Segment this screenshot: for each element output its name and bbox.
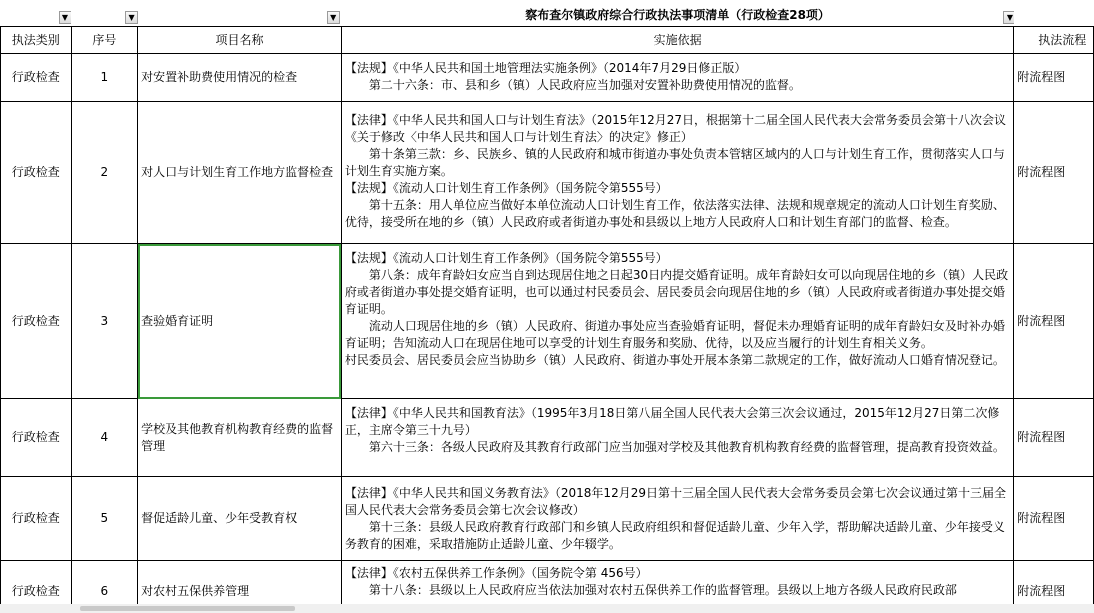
sheet-title-text: 察布查尔镇政府综合行政执法事项清单（行政检查28项）: [525, 8, 830, 22]
number-cell[interactable]: 5: [71, 477, 138, 561]
item-name-cell[interactable]: 对安置补助费使用情况的检查: [138, 54, 342, 102]
item-name-cell-selected[interactable]: 查验婚育证明: [138, 244, 342, 399]
header-category[interactable]: 执法类别: [1, 27, 72, 54]
table-row: [1, 477, 1094, 561]
header-flow[interactable]: 执法流程: [1014, 27, 1094, 54]
flow-cell[interactable]: 附流程图: [1014, 561, 1094, 613]
title-blank-b[interactable]: [71, 5, 138, 27]
basis-cell[interactable]: [341, 244, 1013, 399]
table-row: [1, 399, 1094, 477]
header-number[interactable]: 序号: [71, 27, 138, 54]
basis-line: 第十条第三款：乡、民族乡、镇的人民政府和城市街道办事处负责本管辖区域内的人口与计划生育工作，贯彻落实人口与计划生育实施方案。: [344, 147, 1005, 178]
category-cell[interactable]: 行政检查: [1, 477, 72, 561]
header-row: [1, 27, 1094, 54]
scrollbar-thumb[interactable]: [80, 606, 295, 611]
basis-line: 【法律】《中华人民共和国义务教育法》（2018年12月29日第十三届全国人民代表大会常务委员会第七次会议通过第十三届全国人民代表大会常务委员会第七次会议修改）: [344, 486, 1006, 517]
enforcement-table: [0, 5, 1094, 613]
number-cell[interactable]: 6: [71, 561, 138, 613]
item-name-cell[interactable]: 对农村五保供养管理: [138, 561, 342, 613]
item-name-cell[interactable]: 对人口与计划生育工作地方监督检查: [138, 102, 342, 244]
flow-cell[interactable]: 附流程图: [1014, 102, 1094, 244]
basis-line: 第八条：成年育龄妇女应当自到达现居住地之日起30日内提交婚育证明。成年育龄妇女可以向现居住地的乡（镇）人民政府或者街道办事处提交婚育证明，也可以通过村民委员会、居民委员会向现居住地的乡（镇）人民政府或者街道办事处提交婚育证明。: [344, 268, 1009, 316]
flow-cell[interactable]: 附流程图: [1014, 399, 1094, 477]
basis-line: 【法律】《农村五保供养工作条例》（国务院令第 456号）: [344, 566, 648, 580]
basis-line: 【法规】《流动人口计划生育工作条例》（国务院令第555号）: [344, 181, 668, 195]
flow-cell[interactable]: 附流程图: [1014, 244, 1094, 399]
basis-line: 第十三条：县级人民政府教育行政部门和乡镇人民政府组织和督促适龄儿童、少年入学，帮助解决适龄儿童、少年接受义务教育的困难，采取措施防止适龄儿童、少年辍学。: [344, 520, 1005, 551]
number-cell[interactable]: 3: [71, 244, 138, 399]
category-cell[interactable]: 行政检查: [1, 54, 72, 102]
table-row: [1, 54, 1094, 102]
basis-line: 第十八条：县级以上人民政府应当依法加强对农村五保供养工作的监督管理。县级以上地方各级人民政府民政部: [368, 583, 957, 597]
category-cell[interactable]: 行政检查: [1, 561, 72, 613]
basis-cell[interactable]: [341, 102, 1013, 244]
filter-dropdown-icon[interactable]: ▼: [1003, 11, 1013, 24]
header-basis[interactable]: 实施依据: [341, 27, 1013, 54]
category-cell[interactable]: 行政检查: [1, 399, 72, 477]
title-blank-e[interactable]: [1014, 5, 1094, 27]
flow-cell[interactable]: 附流程图: [1014, 54, 1094, 102]
header-item-name[interactable]: 项目名称: [138, 27, 342, 54]
basis-line: 第二十六条：市、县和乡（镇）人民政府应当加强对安置补助费使用情况的监督。: [368, 78, 801, 92]
title-blank-c[interactable]: [138, 5, 342, 27]
filter-dropdown-icon[interactable]: ▼: [125, 11, 138, 24]
basis-line: 【法规】《流动人口计划生育工作条例》（国务院令第555号）: [344, 251, 668, 265]
category-cell[interactable]: 行政检查: [1, 102, 72, 244]
basis-cell[interactable]: [341, 477, 1013, 561]
basis-line: 【法律】《中华人民共和国教育法》（1995年3月18日第八届全国人民代表大会第三次会议通过，2015年12月27日第二次修正，主席令第三十九号）: [344, 406, 1000, 437]
filter-dropdown-icon[interactable]: ▼: [327, 11, 340, 24]
filter-dropdown-icon[interactable]: ▼: [59, 11, 72, 24]
table-row: [1, 102, 1094, 244]
basis-line: 第十五条：用人单位应当做好本单位流动人口计划生育工作，依法落实法律、法规和规章规定的流动人口计划生育奖励、优待，接受所在地的乡（镇）人民政府或者街道办事处和县级以上地方人民政府人口和计划生育部门的监督、检查。: [344, 198, 1005, 229]
category-cell[interactable]: 行政检查: [1, 244, 72, 399]
item-name-cell[interactable]: 学校及其他教育机构教育经费的监督管理: [138, 399, 342, 477]
item-name-cell[interactable]: 督促适龄儿童、少年受教育权: [138, 477, 342, 561]
title-row: [1, 5, 1094, 27]
basis-cell[interactable]: [341, 399, 1013, 477]
basis-line: 第六十三条：各级人民政府及其教育行政部门应当加强对学校及其他教育机构教育经费的监督管理，提高教育投资效益。: [368, 440, 1005, 454]
table-row: [1, 244, 1094, 399]
basis-cell[interactable]: [341, 54, 1013, 102]
number-cell[interactable]: 4: [71, 399, 138, 477]
horizontal-scrollbar[interactable]: [0, 604, 1094, 613]
flow-cell[interactable]: 附流程图: [1014, 477, 1094, 561]
basis-line: 流动人口现居住地的乡（镇）人民政府、街道办事处应当查验婚育证明，督促未办理婚育证明的成年育龄妇女及时补办婚育证明；告知流动人口在现居住地可以享受的计划生育服务和奖励、优待，以及应当履行的计划生育相关义务。: [344, 319, 1005, 350]
number-cell[interactable]: 1: [71, 54, 138, 102]
title-blank-a[interactable]: [1, 5, 72, 27]
sheet-title[interactable]: [341, 5, 1013, 27]
basis-line: 【法律】《中华人民共和国人口与计划生育法》（2015年12月27日，根据第十二届全国人民代表大会常务委员会第十八次会议《关于修改〈中华人民共和国人口与计划生育法〉的决定》修正）: [344, 113, 1006, 144]
number-cell[interactable]: 2: [71, 102, 138, 244]
basis-line: 【法规】《中华人民共和国土地管理法实施条例》（2014年7月29日修正版）: [344, 61, 747, 75]
basis-line: 村民委员会、居民委员会应当协助乡（镇）人民政府、街道办事处开展本条第二款规定的工作，做好流动人口婚育情况登记。: [344, 353, 1005, 367]
